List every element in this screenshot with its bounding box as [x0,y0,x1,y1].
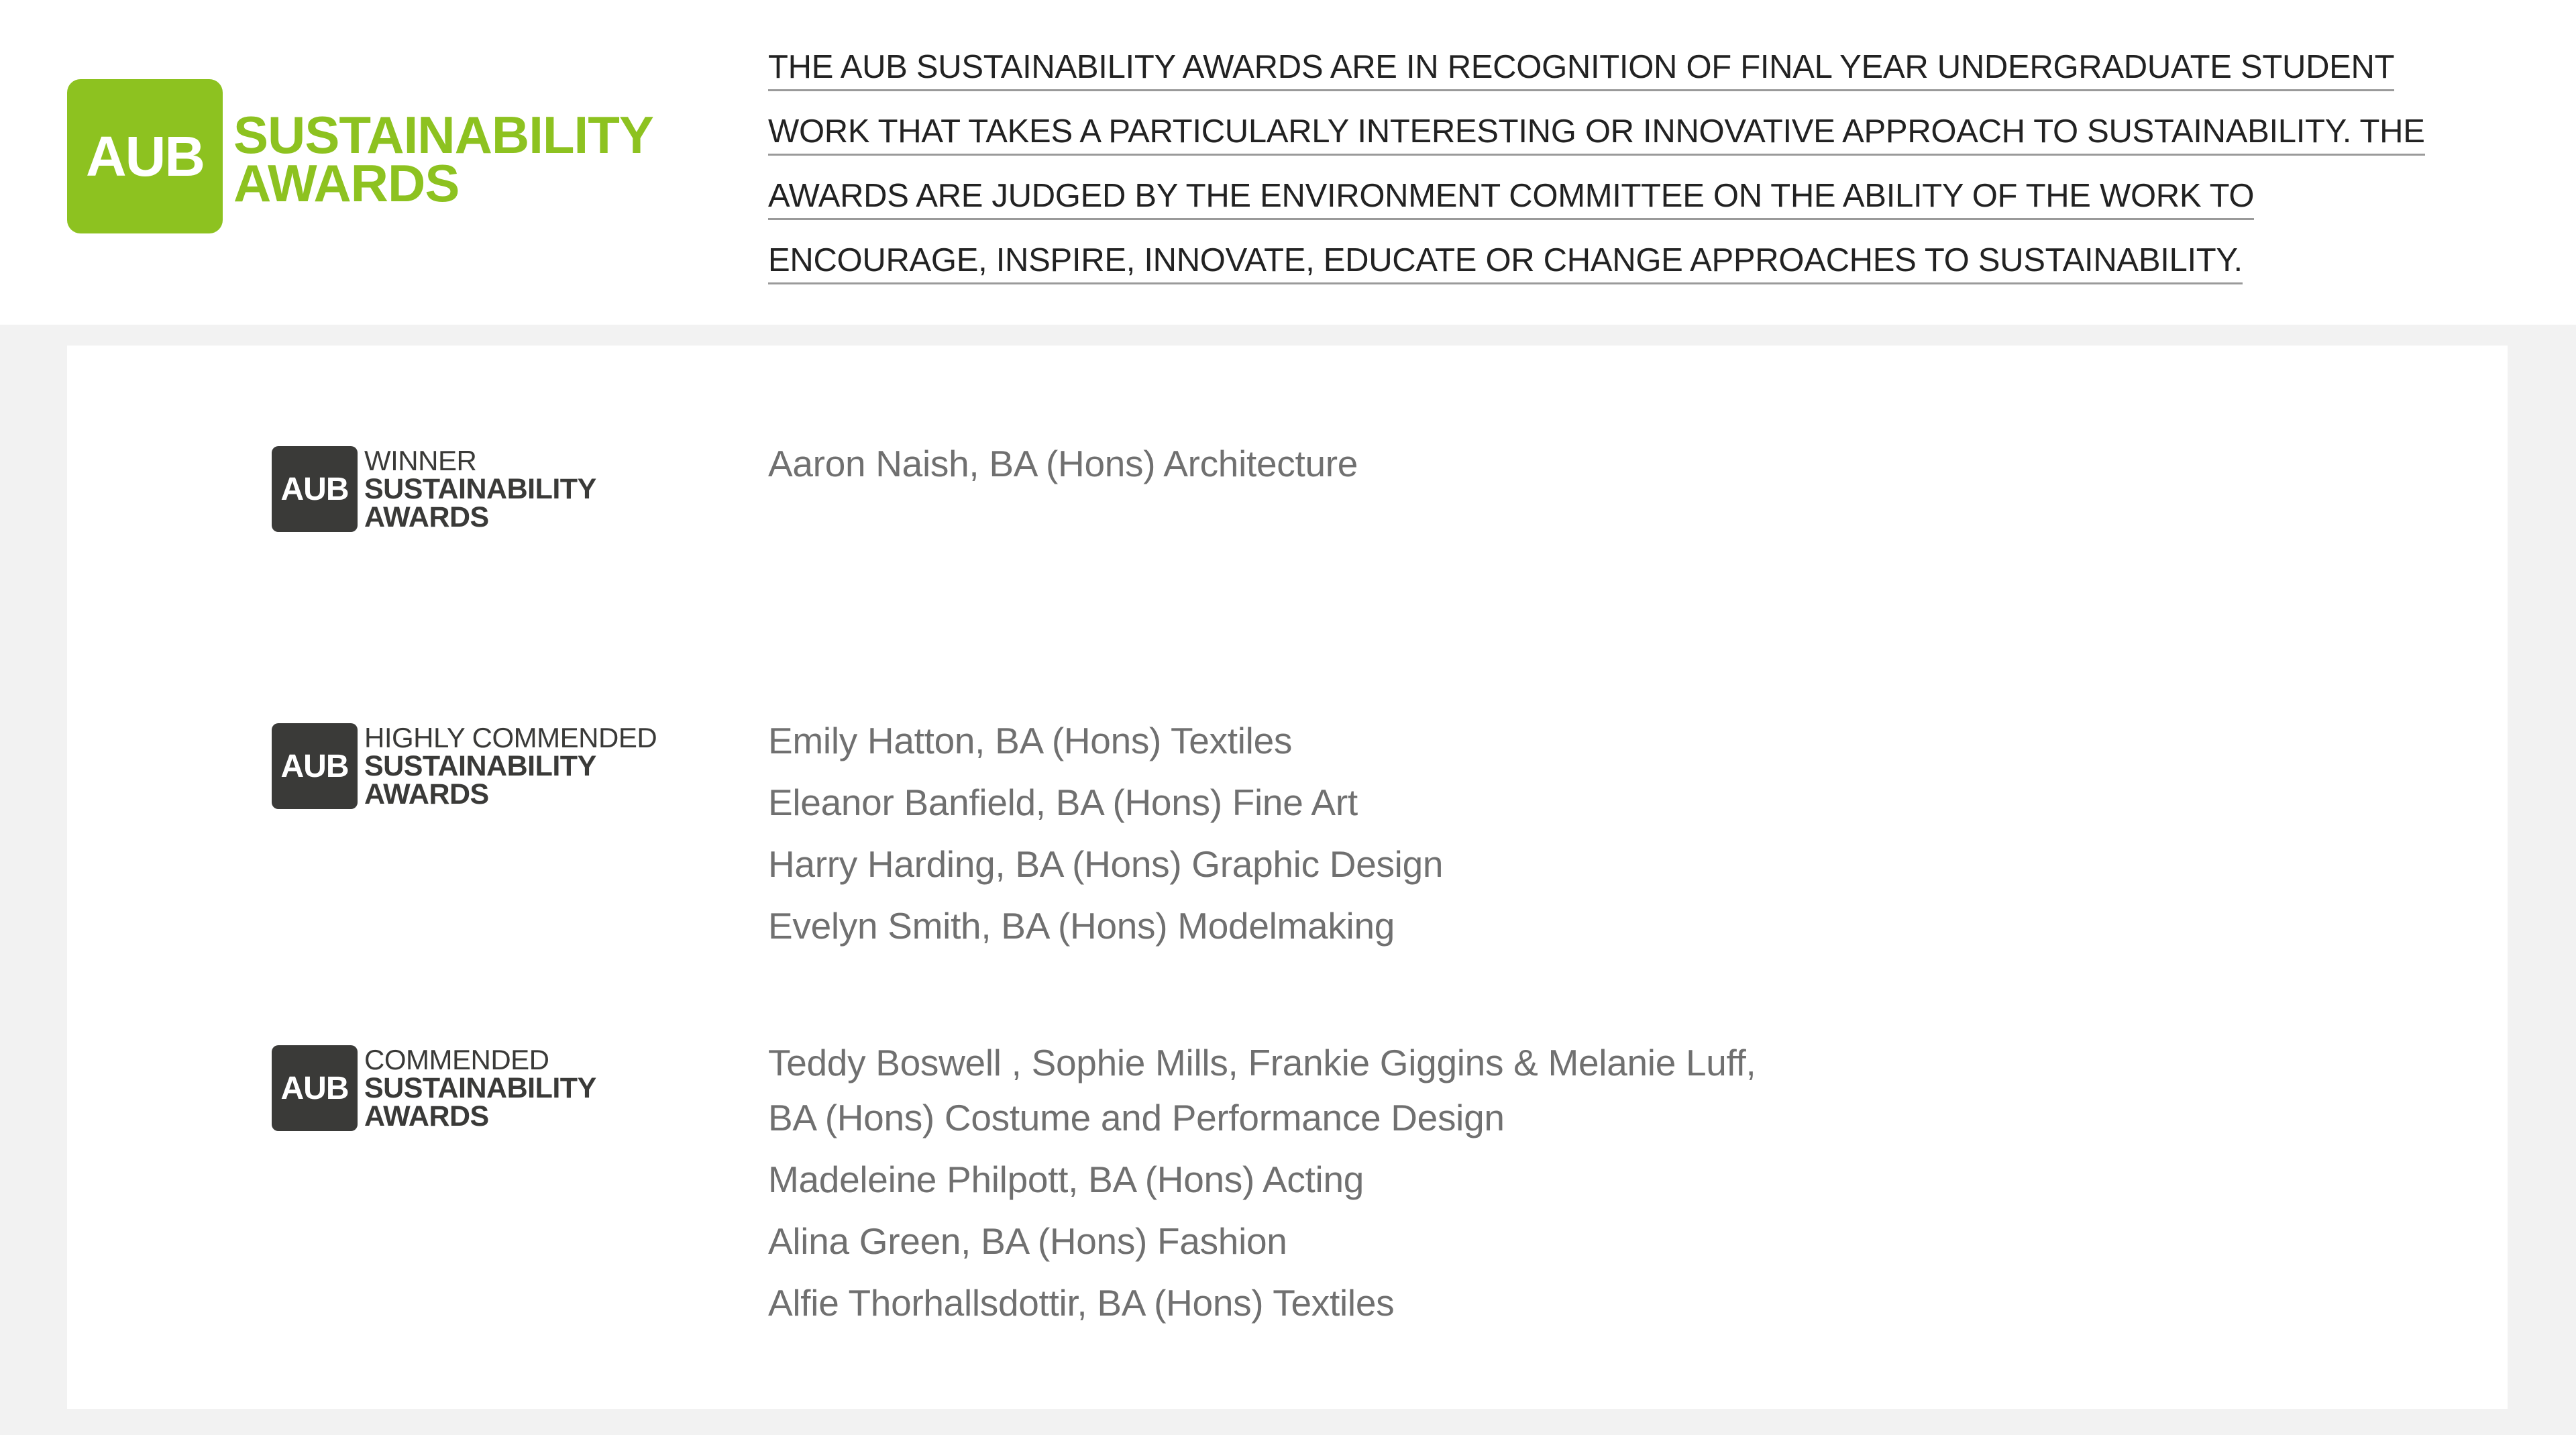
award-logo-wordmark [364,724,657,808]
highly-commended-list [768,713,1443,960]
awards-intro-text-content: THE AUB SUSTAINABILITY AWARDS ARE IN RECOGNITION OF FINAL YEAR UNDERGRADUATE STUDENT WORK THAT TAKES A PARTICULARLY INTERESTING OR INNOVATIVE APPROACH TO SUSTAINABILITY. THE AWARDS ARE JUDGED BY THE ENVIRONMENT COMMITTEE ON THE ABILITY OF THE WORK TO ENCOURAGE, INSPIRE, INNOVATE, EDUCATE OR CHANGE APPROACHES TO SUSTAINABILITY. [768,49,2425,284]
aub-logo-badge: AUB [272,1045,358,1131]
list-item: Madeleine Philpott, BA (Hons) Acting [768,1159,1364,1200]
winner-award-logo [272,446,596,532]
award-level-label: HIGHLY COMMENDED [364,722,657,753]
logo-wordmark [233,105,653,213]
award-level-label: COMMENDED [364,1044,549,1075]
aub-logo-badge: AUB [272,723,358,809]
winner-list [768,436,1358,498]
award-logo-line-1: SUSTAINABILITY [364,473,596,505]
commended-list [768,1035,1756,1337]
award-logo-line-1: SUSTAINABILITY [364,750,596,782]
highly-commended-award-logo [272,723,657,809]
aub-logo-badge: AUB [67,79,223,233]
award-logo-wordmark [364,447,596,531]
awards-card [67,346,2508,1409]
awards-intro-text [768,35,2465,293]
list-item: Alina Green, BA (Hons) Fashion [768,1220,1287,1262]
award-logo-line-2: AWARDS [364,501,489,533]
list-item: Aaron Naish, BA (Hons) Architecture [768,443,1358,484]
logo-line-2: AWARDS [233,154,460,213]
aub-sustainability-awards-logo [67,79,653,233]
list-item-line-2: BA (Hons) Costume and Performance Design [768,1097,1505,1138]
commended-award-logo [272,1045,596,1131]
award-logo-line-1: SUSTAINABILITY [364,1072,596,1104]
list-item: Emily Hatton, BA (Hons) Textiles [768,720,1293,761]
list-item-line-1: Teddy Boswell , Sophie Mills, Frankie Giggins & Melanie Luff, [768,1042,1756,1083]
list-item: Eleanor Banfield, BA (Hons) Fine Art [768,782,1358,823]
award-logo-line-2: AWARDS [364,778,489,810]
logo-line-1: SUSTAINABILITY [233,105,653,164]
award-logo-line-2: AWARDS [364,1100,489,1132]
award-level-label: WINNER [364,445,477,476]
award-logo-wordmark [364,1046,596,1130]
list-item: Alfie Thorhallsdottir, BA (Hons) Textiles [768,1282,1395,1324]
list-item [768,1035,1756,1145]
list-item: Harry Harding, BA (Hons) Graphic Design [768,843,1444,885]
page-header [0,0,2576,325]
aub-logo-badge: AUB [272,446,358,532]
list-item: Evelyn Smith, BA (Hons) Modelmaking [768,905,1395,947]
